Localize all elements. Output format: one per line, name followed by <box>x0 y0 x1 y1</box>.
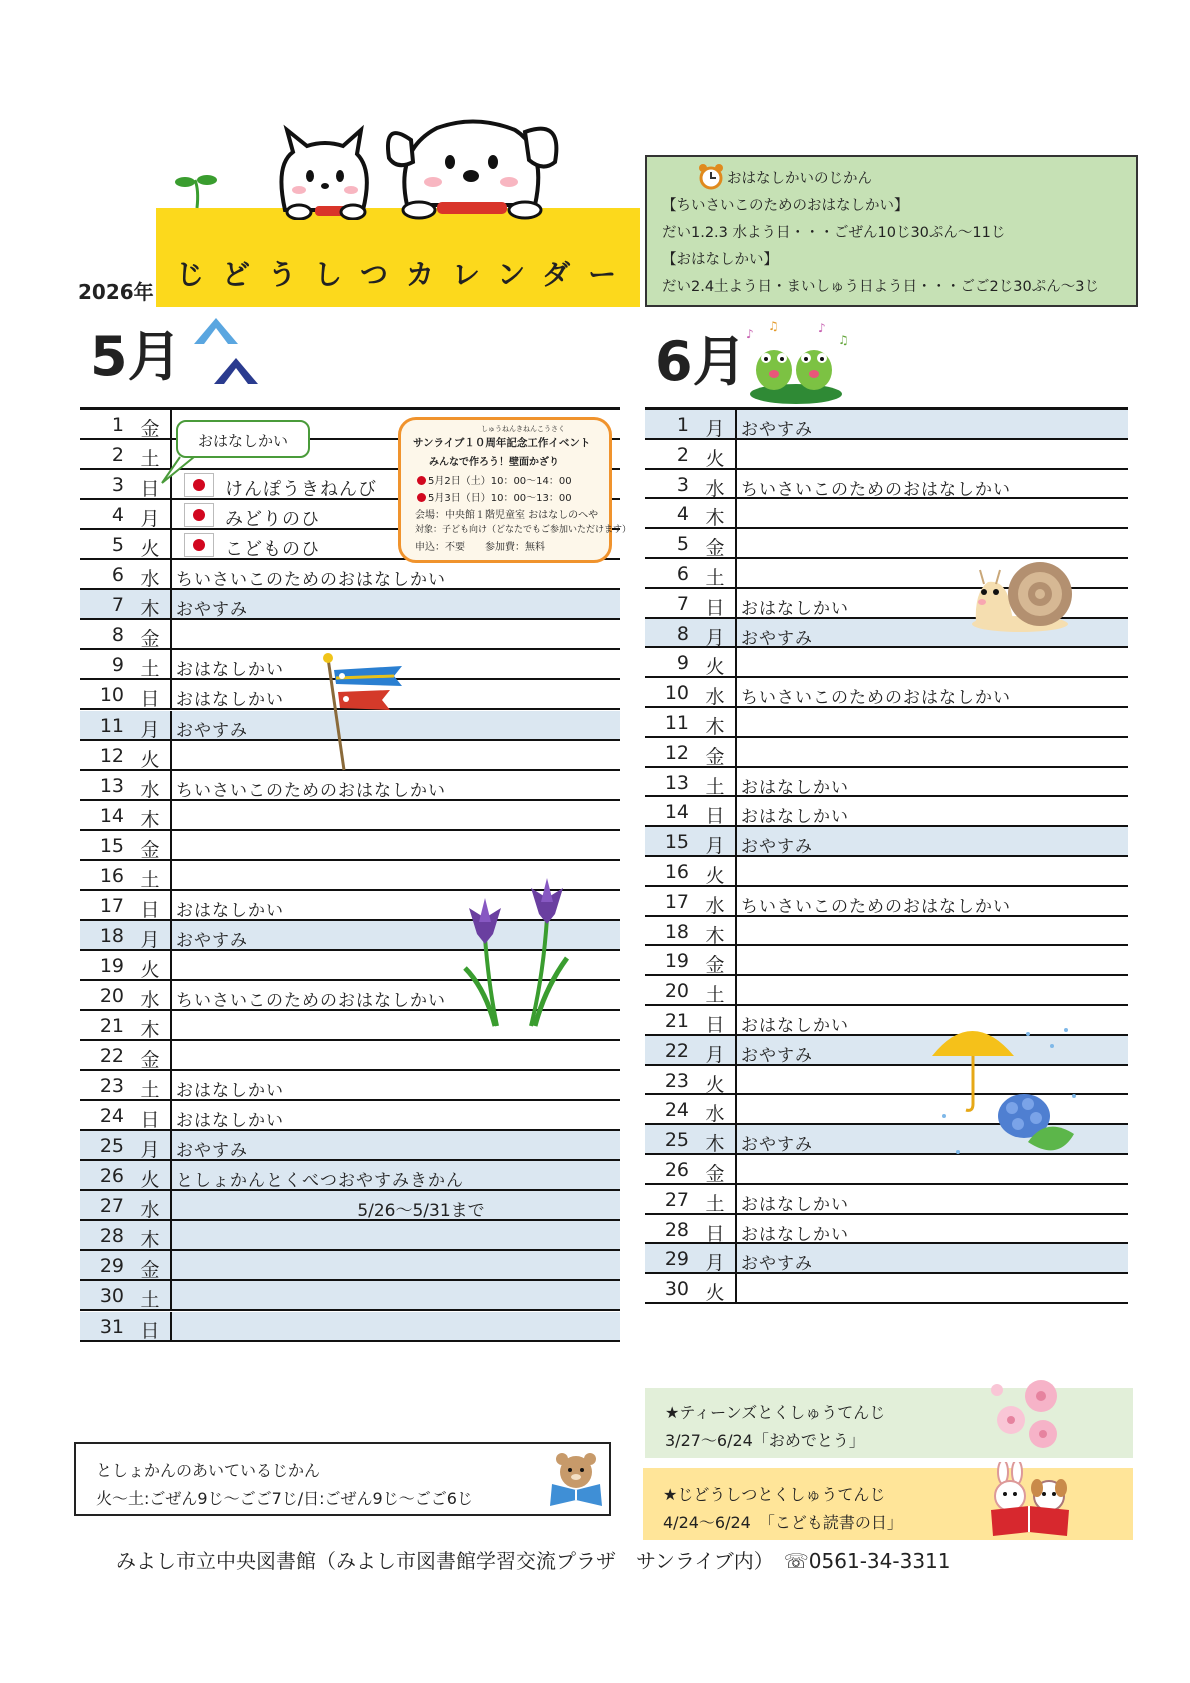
column-divider <box>170 530 172 558</box>
column-divider <box>170 1131 172 1159</box>
japan-flag-icon <box>184 533 214 557</box>
calendar-row <box>645 917 1128 947</box>
june-heading: 6月 <box>655 330 747 393</box>
day-number: 3 <box>676 473 689 496</box>
column-divider <box>735 1125 737 1153</box>
teens-exhibit-title: ★ティーンズとくしゅうてんじ <box>665 1403 886 1422</box>
column-divider <box>170 831 172 859</box>
day-number: 31 <box>99 1315 124 1338</box>
day-number: 21 <box>664 1010 689 1032</box>
day-number: 22 <box>664 1039 689 1062</box>
event-text: としょかんとくべつおやすみきかん <box>176 1171 464 1192</box>
day-of-week: 木 <box>140 1019 160 1041</box>
year-label: 2026年 <box>78 280 154 304</box>
day-of-week: 木 <box>705 507 725 530</box>
column-divider <box>170 590 172 618</box>
red-dot-icon <box>417 493 426 502</box>
column-divider <box>170 981 172 1009</box>
day-number: 10 <box>664 682 689 705</box>
calendar-row <box>645 768 1128 798</box>
day-of-week: 火 <box>705 865 725 887</box>
event-text: おはなしかい <box>176 660 284 681</box>
day-number: 9 <box>111 654 124 677</box>
day-of-week: 金 <box>705 954 725 977</box>
day-of-week: 土 <box>705 775 725 798</box>
day-number: 2 <box>676 443 689 466</box>
snail-icon <box>968 552 1078 632</box>
day-number: 17 <box>99 894 124 917</box>
event-text: おやすみ <box>741 1045 813 1066</box>
event-text: おはなしかい <box>741 1016 849 1036</box>
calendar-row <box>645 797 1128 827</box>
day-of-week: 水 <box>705 477 725 500</box>
day-number: 3 <box>111 474 124 497</box>
calendar-row <box>80 1131 620 1161</box>
column-divider <box>170 410 172 438</box>
day-of-week: 金 <box>140 1049 160 1072</box>
column-divider <box>170 1041 172 1069</box>
column-divider <box>735 887 737 915</box>
calendar-row <box>80 1191 620 1221</box>
day-of-week: 日 <box>140 1319 160 1342</box>
day-of-week: 火 <box>140 748 160 771</box>
event-text: おやすみ <box>741 420 813 440</box>
column-divider <box>735 1215 737 1243</box>
day-number: 5 <box>676 533 689 556</box>
calendar-row <box>645 857 1128 887</box>
day-number: 30 <box>664 1278 689 1301</box>
day-of-week: 月 <box>705 418 725 440</box>
anniversary-event-box <box>398 417 632 563</box>
day-of-week: 金 <box>705 745 725 768</box>
column-divider <box>735 529 737 557</box>
calendar-row <box>80 1161 620 1191</box>
calendar-row <box>80 1221 620 1251</box>
column-divider <box>170 1191 172 1219</box>
day-of-week: 木 <box>705 924 725 947</box>
column-divider <box>735 768 737 796</box>
event-text: おやすみ <box>176 600 248 621</box>
calendar-row <box>80 1041 620 1071</box>
calendar-row <box>645 499 1128 529</box>
day-of-week: 日 <box>705 805 725 828</box>
column-divider <box>170 711 172 739</box>
column-divider <box>735 440 737 468</box>
day-number: 29 <box>664 1248 689 1271</box>
column-divider <box>170 801 172 829</box>
event-text: おはなしかい <box>176 690 284 711</box>
calendar-row <box>645 1244 1128 1274</box>
column-divider <box>735 1066 737 1094</box>
day-of-week: 金 <box>140 1259 160 1282</box>
calendar-row <box>645 887 1128 917</box>
event-text: おやすみ <box>176 930 248 951</box>
column-divider <box>735 410 737 438</box>
day-of-week: 木 <box>140 1229 160 1252</box>
kids-exhibit-period: 4/24～6/24 「こども読書の日」 <box>663 1513 903 1532</box>
day-of-week: 土 <box>140 1079 160 1102</box>
event-application: 申込：不要 参加費：無料 <box>415 542 545 553</box>
day-number: 14 <box>664 801 689 824</box>
svg-text:♫: ♫ <box>768 319 779 333</box>
day-of-week: 日 <box>705 596 725 619</box>
event-text: おはなしかい <box>741 598 849 619</box>
day-of-week: 水 <box>140 1199 160 1222</box>
day-of-week: 火 <box>140 958 160 981</box>
day-of-week: 土 <box>140 1289 160 1312</box>
day-of-week: 水 <box>705 894 725 917</box>
day-of-week: 金 <box>140 628 160 651</box>
calendar-row <box>645 410 1128 440</box>
day-of-week: 月 <box>140 1139 160 1162</box>
day-number: 21 <box>99 1015 124 1037</box>
calendar-row <box>80 1101 620 1131</box>
day-of-week: 水 <box>140 568 160 591</box>
column-divider <box>735 499 737 527</box>
calendar-row <box>80 1312 620 1342</box>
regular-story-schedule: だい2.4土よう日・まいしゅう日よう日・・・ごご2じ30ぷん～3じ <box>662 279 1099 295</box>
day-number: 2 <box>111 444 124 467</box>
calendar-row <box>80 560 620 590</box>
event-text: ちいさいこのためのおはなしかい <box>176 990 446 1011</box>
column-divider <box>735 738 737 766</box>
column-divider <box>170 1312 172 1340</box>
event-title: サンライブ１０周年記念工作イベント <box>413 437 591 449</box>
day-number: 7 <box>111 594 124 617</box>
day-number: 23 <box>664 1069 689 1092</box>
column-divider <box>735 976 737 1004</box>
day-of-week: 水 <box>140 988 160 1011</box>
may-heading: 5月 <box>90 325 182 388</box>
day-number: 23 <box>99 1075 124 1098</box>
day-number: 20 <box>99 984 124 1007</box>
calendar-row <box>645 1185 1128 1215</box>
umbrella-hydrangea-icon <box>928 1012 1083 1162</box>
column-divider <box>170 680 172 708</box>
day-number: 11 <box>99 714 124 737</box>
day-number: 16 <box>99 864 124 887</box>
day-of-week: 木 <box>140 808 160 831</box>
day-number: 4 <box>676 503 689 526</box>
day-of-week: 水 <box>705 1103 725 1126</box>
column-divider <box>170 1251 172 1279</box>
frogs-icon <box>740 318 850 408</box>
event-text: おやすみ <box>741 1135 813 1156</box>
svg-text:♫: ♫ <box>838 333 849 347</box>
calendar-row <box>645 946 1128 976</box>
calendar-row <box>80 1251 620 1281</box>
reading-bear-icon <box>546 1450 606 1508</box>
column-divider <box>170 650 172 678</box>
day-of-week: 土 <box>705 1192 725 1215</box>
calendar-row <box>645 678 1128 708</box>
day-of-week: 日 <box>140 1109 160 1132</box>
event-text: おはなしかい <box>176 1111 284 1132</box>
column-divider <box>735 1006 737 1034</box>
teens-exhibit-period: 3/27～6/24「おめでとう」 <box>665 1431 865 1450</box>
column-divider <box>170 1221 172 1249</box>
day-of-week: 金 <box>705 537 725 560</box>
event-text: ちいさいこのためのおはなしかい <box>741 688 1011 709</box>
event-text: 5/26～5/31まで <box>357 1201 485 1222</box>
day-of-week: 日 <box>705 1222 725 1245</box>
library-hours-box <box>74 1442 611 1516</box>
calendar-row <box>80 801 620 831</box>
day-number: 19 <box>99 954 124 977</box>
column-divider <box>735 589 737 617</box>
calendar-row <box>645 1215 1128 1245</box>
day-of-week: 火 <box>705 1073 725 1096</box>
calendar-row <box>80 1071 620 1101</box>
hours-detail: 火～土:ごぜん9じ～ごご7じ/日:ごぜん9じ～ごご6じ <box>96 1489 473 1508</box>
day-number: 17 <box>664 890 689 913</box>
day-number: 26 <box>99 1165 124 1188</box>
column-divider <box>735 797 737 825</box>
day-number: 13 <box>99 774 124 797</box>
calendar-row <box>645 1274 1128 1304</box>
calendar-row <box>645 976 1128 1006</box>
day-number: 25 <box>664 1129 689 1152</box>
calendar-row <box>645 827 1128 857</box>
column-divider <box>735 470 737 498</box>
column-divider <box>170 951 172 979</box>
day-of-week: 木 <box>705 716 725 738</box>
small-story-label: 【ちいさいこのためのおはなしかい】 <box>662 198 909 214</box>
column-divider <box>735 708 737 736</box>
event-text: おやすみ <box>741 837 813 858</box>
column-divider <box>735 946 737 974</box>
day-number: 1 <box>111 414 124 436</box>
iris-flowers-icon <box>455 878 585 1028</box>
column-divider <box>170 741 172 769</box>
column-divider <box>170 1161 172 1189</box>
day-number: 24 <box>664 1099 689 1122</box>
calendar-row <box>80 590 620 620</box>
alarm-clock-icon <box>697 163 725 191</box>
column-divider <box>170 1071 172 1099</box>
day-number: 15 <box>99 834 124 857</box>
event-text: ちいさいこのためのおはなしかい <box>741 896 1011 917</box>
column-divider <box>170 1011 172 1039</box>
day-of-week: 金 <box>705 1163 725 1185</box>
event-text: ちいさいこのためのおはなしかい <box>176 780 446 801</box>
column-divider <box>735 1274 737 1302</box>
day-number: 15 <box>664 831 689 854</box>
kids-exhibit-title: ★じどうしつとくしゅうてんじ <box>663 1485 886 1504</box>
day-number: 18 <box>99 924 124 947</box>
column-divider <box>170 500 172 528</box>
day-number: 13 <box>664 771 689 794</box>
day-number: 24 <box>99 1105 124 1128</box>
day-of-week: 月 <box>140 928 160 951</box>
day-of-week: 月 <box>140 718 160 741</box>
day-number: 18 <box>664 920 689 943</box>
speech-bubble: おはなしかい <box>176 420 310 458</box>
day-number: 26 <box>664 1159 689 1181</box>
day-number: 27 <box>664 1188 689 1211</box>
event-text: おやすみ <box>741 628 813 649</box>
event-text: みどりのひ <box>225 509 320 531</box>
column-divider <box>735 648 737 676</box>
day-of-week: 月 <box>140 508 160 531</box>
svg-text:♪: ♪ <box>818 321 826 335</box>
day-number: 5 <box>111 534 124 557</box>
day-number: 10 <box>99 684 124 707</box>
day-number: 27 <box>99 1195 124 1218</box>
column-divider <box>735 678 737 706</box>
calendar-row <box>80 620 620 650</box>
cat-dog-mascot-icon <box>175 110 570 220</box>
event-subtitle: みんなで作ろう！壁面かざり <box>429 457 559 468</box>
day-number: 7 <box>676 592 689 615</box>
day-of-week: 月 <box>705 626 725 649</box>
event-date-1: 5月2日（土）10：00～14：00 <box>428 476 572 487</box>
event-text: おはなしかい <box>741 807 849 828</box>
day-of-week: 火 <box>140 1169 160 1192</box>
day-number: 9 <box>676 652 689 675</box>
column-divider <box>735 917 737 945</box>
kabuto-helmet-icon <box>186 312 266 392</box>
column-divider <box>735 1095 737 1123</box>
day-number: 20 <box>664 980 689 1003</box>
event-date-2: 5月3日（日）10：00～13：00 <box>428 493 572 504</box>
day-of-week: 月 <box>705 1252 725 1275</box>
day-number: 28 <box>664 1218 689 1241</box>
column-divider <box>170 771 172 799</box>
column-divider <box>735 1155 737 1183</box>
event-text: おはなしかい <box>741 1224 849 1245</box>
event-target: 対象：子ども向け（どなたでもご参加いただけます） <box>415 525 632 535</box>
hours-title: としょかんのあいているじかん <box>96 1461 321 1480</box>
day-of-week: 木 <box>705 1133 725 1156</box>
column-divider <box>170 861 172 889</box>
event-text: おはなしかい <box>741 1194 849 1215</box>
column-divider <box>735 857 737 885</box>
day-of-week: 火 <box>705 1282 725 1305</box>
day-number: 11 <box>664 712 689 734</box>
column-divider <box>735 1036 737 1064</box>
day-of-week: 金 <box>140 418 160 440</box>
event-text: けんぽうきねんび <box>225 479 377 501</box>
day-number: 1 <box>676 414 689 436</box>
regular-story-label: 【おはなしかい】 <box>662 252 778 268</box>
day-of-week: 土 <box>705 984 725 1007</box>
column-divider <box>170 620 172 648</box>
day-number: 4 <box>111 504 124 527</box>
story-time-info <box>645 155 1138 307</box>
day-of-week: 土 <box>140 448 160 471</box>
kids-exhibit-box <box>643 1468 1133 1540</box>
column-divider <box>170 921 172 949</box>
event-ruby: しゅうねんきねんこうさく <box>481 425 565 433</box>
calendar-row <box>645 440 1128 470</box>
day-number: 16 <box>664 861 689 883</box>
column-divider <box>735 619 737 647</box>
event-text: こどものひ <box>225 539 320 561</box>
day-of-week: 水 <box>140 778 160 801</box>
day-of-week: 木 <box>140 598 160 621</box>
day-of-week: 日 <box>140 688 160 711</box>
day-of-week: 金 <box>140 838 160 861</box>
calendar-row <box>645 648 1128 678</box>
day-of-week: 土 <box>705 567 725 589</box>
day-number: 22 <box>99 1045 124 1068</box>
day-number: 12 <box>99 744 124 767</box>
day-number: 25 <box>99 1135 124 1158</box>
day-number: 8 <box>111 624 124 647</box>
column-divider <box>170 560 172 588</box>
column-divider <box>170 1101 172 1129</box>
rabbit-dog-reading-icon <box>985 1462 1075 1538</box>
day-of-week: 月 <box>705 1043 725 1066</box>
day-of-week: 日 <box>140 898 160 921</box>
day-of-week: 土 <box>140 868 160 891</box>
day-number: 6 <box>111 564 124 587</box>
day-of-week: 日 <box>140 478 160 501</box>
event-text: ちいさいこのためのおはなしかい <box>176 570 446 591</box>
calendar-row <box>80 831 620 861</box>
event-text: おはなしかい <box>176 1081 284 1102</box>
event-text: おやすみ <box>741 1254 813 1275</box>
column-divider <box>735 827 737 855</box>
day-of-week: 月 <box>705 835 725 858</box>
calendar-row <box>80 771 620 801</box>
column-divider <box>170 891 172 919</box>
event-text: おはなしかい <box>741 777 849 798</box>
event-text: おはなしかい <box>176 900 284 921</box>
event-text: おやすみ <box>176 720 248 741</box>
day-number: 8 <box>676 622 689 645</box>
calendar-row <box>645 470 1128 500</box>
small-story-schedule: だい1.2.3 水よう日・・・ごぜん10じ30ぷん～11じ <box>662 225 1006 241</box>
story-time-heading: おはなしかいのじかん <box>727 171 872 187</box>
bubble-tail <box>160 455 196 485</box>
day-number: 12 <box>664 741 689 764</box>
day-of-week: 水 <box>705 686 725 709</box>
day-of-week: 土 <box>140 658 160 681</box>
column-divider <box>735 1244 737 1272</box>
teens-exhibit-box <box>645 1388 1133 1458</box>
column-divider <box>735 1185 737 1213</box>
day-of-week: 火 <box>140 538 160 561</box>
page-title: じどうしつカレンダー <box>176 258 635 291</box>
cherry-blossom-icon <box>983 1374 1069 1458</box>
calendar-row <box>80 1281 620 1311</box>
day-number: 14 <box>99 804 124 827</box>
calendar-row <box>645 708 1128 738</box>
library-footer: みよし市立中央図書館（みよし市図書館学習交流プラザ サンライブ内） ☏0561-34-3311 <box>116 1549 951 1573</box>
day-number: 29 <box>99 1255 124 1278</box>
day-of-week: 日 <box>705 1014 725 1036</box>
calendar-row <box>645 738 1128 768</box>
japan-flag-icon <box>184 503 214 527</box>
day-of-week: 火 <box>705 656 725 679</box>
red-dot-icon <box>417 476 426 485</box>
event-text: ちいさいこのためのおはなしかい <box>741 479 1011 500</box>
column-divider <box>170 1281 172 1309</box>
day-number: 28 <box>99 1225 124 1248</box>
koinobori-carp-streamer-icon <box>320 652 410 772</box>
day-number: 30 <box>99 1285 124 1308</box>
day-number: 19 <box>664 950 689 973</box>
event-text: おやすみ <box>176 1141 248 1162</box>
svg-text:♪: ♪ <box>746 327 754 341</box>
column-divider <box>735 559 737 587</box>
event-venue: 会場：中央館１階児童室 おはなしのへや <box>415 510 599 521</box>
day-number: 6 <box>676 563 689 585</box>
day-of-week: 火 <box>705 447 725 470</box>
